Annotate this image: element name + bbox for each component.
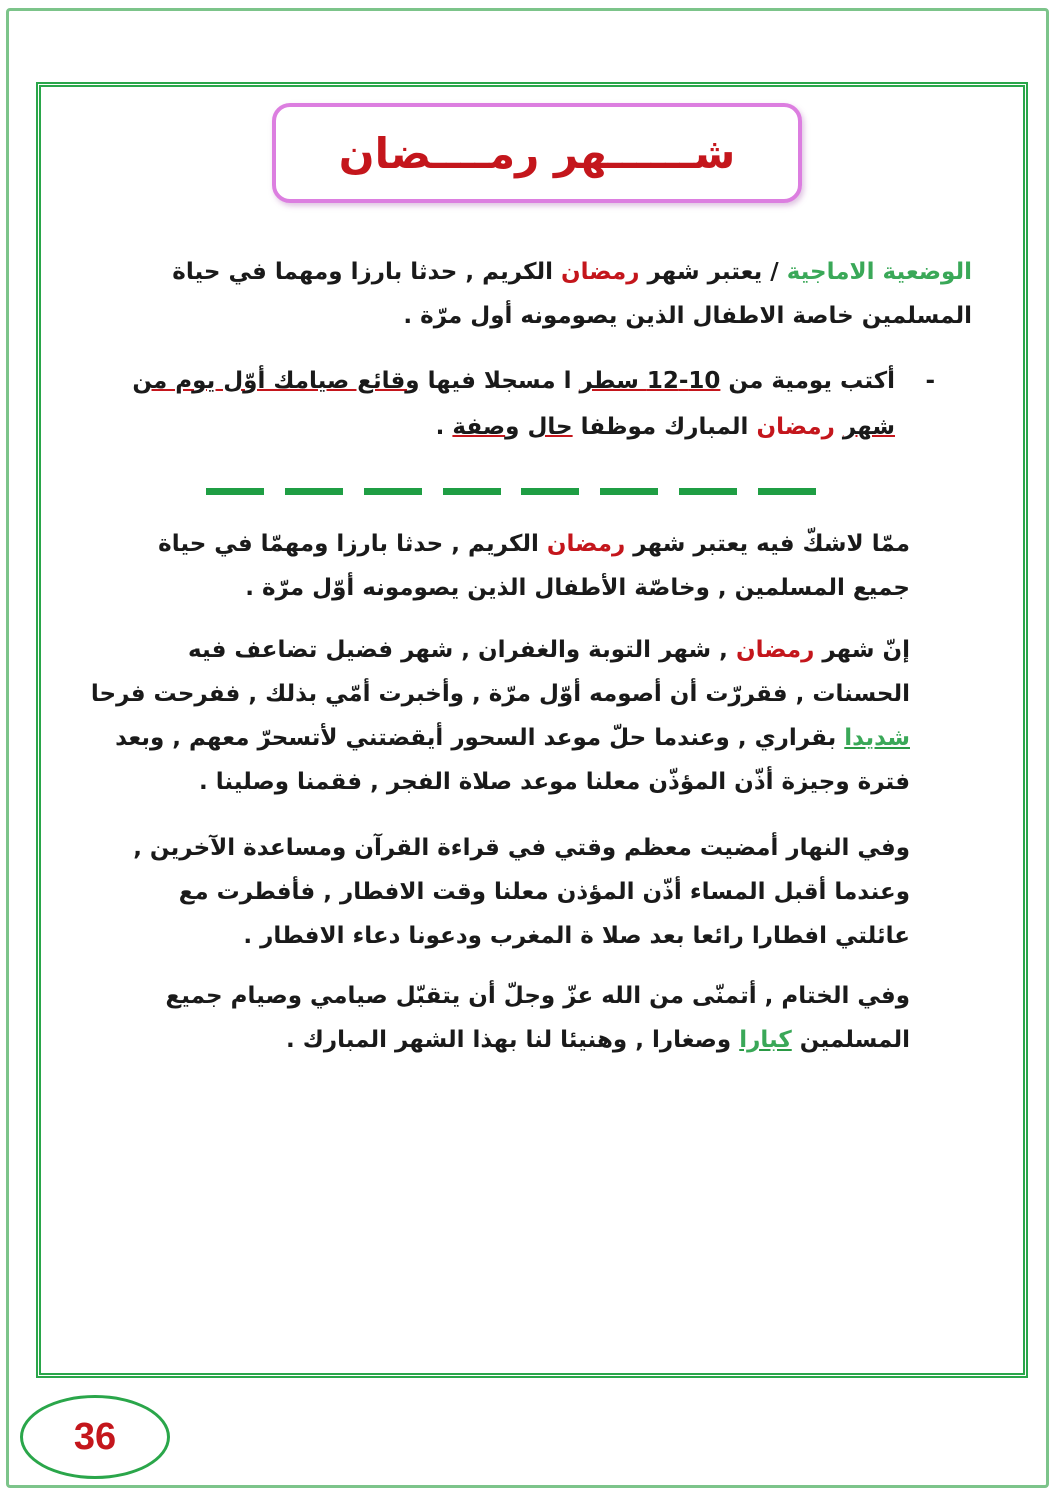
situation-text-2: الكريم , حدثا بارزا ومهما في حياة المسلمين خاصة الاطفال الذين يصومونه أول مرّة .	[172, 259, 972, 329]
separator-dash	[443, 488, 501, 495]
p4-text-2: وصغارا , وهنيئا لنا بهذا الشهر المبارك .	[286, 1027, 740, 1053]
task-bullet-dash: -	[925, 368, 935, 394]
page-number: 36	[73, 1415, 117, 1458]
separator-dash	[521, 488, 579, 495]
task-ramadan-word: رمضان	[756, 414, 835, 440]
task-text-5: و	[505, 414, 528, 440]
task-events-phrase: وقائع صيامك أوّل يوم من شهر	[132, 368, 895, 440]
essay-paragraph-intro	[120, 522, 910, 610]
separator-dash	[758, 488, 816, 495]
task-text-2: ا مسجلا فيها	[419, 368, 580, 394]
separator-dash	[679, 488, 737, 495]
situation-paragraph	[90, 250, 972, 338]
separator-dash	[285, 488, 343, 495]
task-text-1: أكتب يومية من	[720, 368, 895, 394]
p2-shadidan-word: شديدا	[844, 725, 910, 751]
essay-paragraph-2	[90, 628, 910, 804]
page-title: شــــــهر رمــــضان	[338, 128, 736, 178]
separator-dash	[206, 488, 264, 495]
separator-dash	[600, 488, 658, 495]
p4-text-1: وفي الختام , أتمنّى من الله عزّ وجلّ أن يتقبّل صيامي وصيام جميع المسلمين	[165, 983, 910, 1053]
page-number-oval	[20, 1395, 170, 1479]
situation-text-1: يعتبر شهر	[639, 259, 763, 285]
separator-dash	[364, 488, 422, 495]
dashed-separator	[206, 488, 816, 498]
situation-separator: /	[762, 259, 787, 285]
task-lines-count: 10-12 سطر	[579, 368, 721, 394]
p4-kibaran-word: كبارا	[739, 1027, 792, 1053]
p1-ramadan-word: رمضان	[546, 531, 626, 557]
p2-text-2: , شهر التوبة والغفران , شهر فضيل تضاعف فيه الحسنات , فقررّت أن أصومه أوّل مرّة , وأخبرت أمّي بذلك , ففرحت فرحا	[90, 637, 910, 707]
task-instruction	[105, 358, 935, 450]
p1-text-2: الكريم , حدثا بارزا ومهمّا في حياة جميع المسلمين , وخاصّة الأطفال الذين يصومونه أوّل مرّة .	[158, 531, 910, 601]
p2-ramadan-word: رمضان	[735, 637, 815, 663]
task-hal-word: حال	[527, 414, 573, 440]
situation-ramadan-word: رمضان	[561, 259, 640, 285]
essay-paragraph-conclusion	[90, 974, 910, 1062]
p2-text-3: بقراري , وعندما حلّ موعد السحور أيقضتني لأتسحرّ معهم , وبعد فترة وجيزة أذّن المؤذّن معلنا موعد صلاة الفجر , فقمنا وصلينا .	[115, 725, 910, 795]
p2-text-1: إنّ شهر	[814, 637, 910, 663]
p1-text-1: ممّا لاشكّ فيه يعتبر شهر	[625, 531, 910, 557]
task-text-6: .	[435, 414, 453, 440]
essay-paragraph-3	[120, 826, 910, 958]
task-sifa-word: صفة	[452, 414, 506, 440]
task-text-4: المبارك موظفا	[572, 414, 757, 440]
situation-label: الوضعية الاماجية	[786, 259, 972, 285]
task-text-3	[835, 414, 843, 440]
p3-text: وفي النهار أمضيت معظم وقتي في قراءة القرآن ومساعدة الآخرين , وعندما أقبل المساء أذّن المؤذن معلنا وقت الافطار , فأفطرت مع عائلتي افطارا رائعا بعد صلا ة المغرب ودعونا دعاء الافطار .	[133, 835, 910, 949]
title-box	[272, 103, 802, 203]
